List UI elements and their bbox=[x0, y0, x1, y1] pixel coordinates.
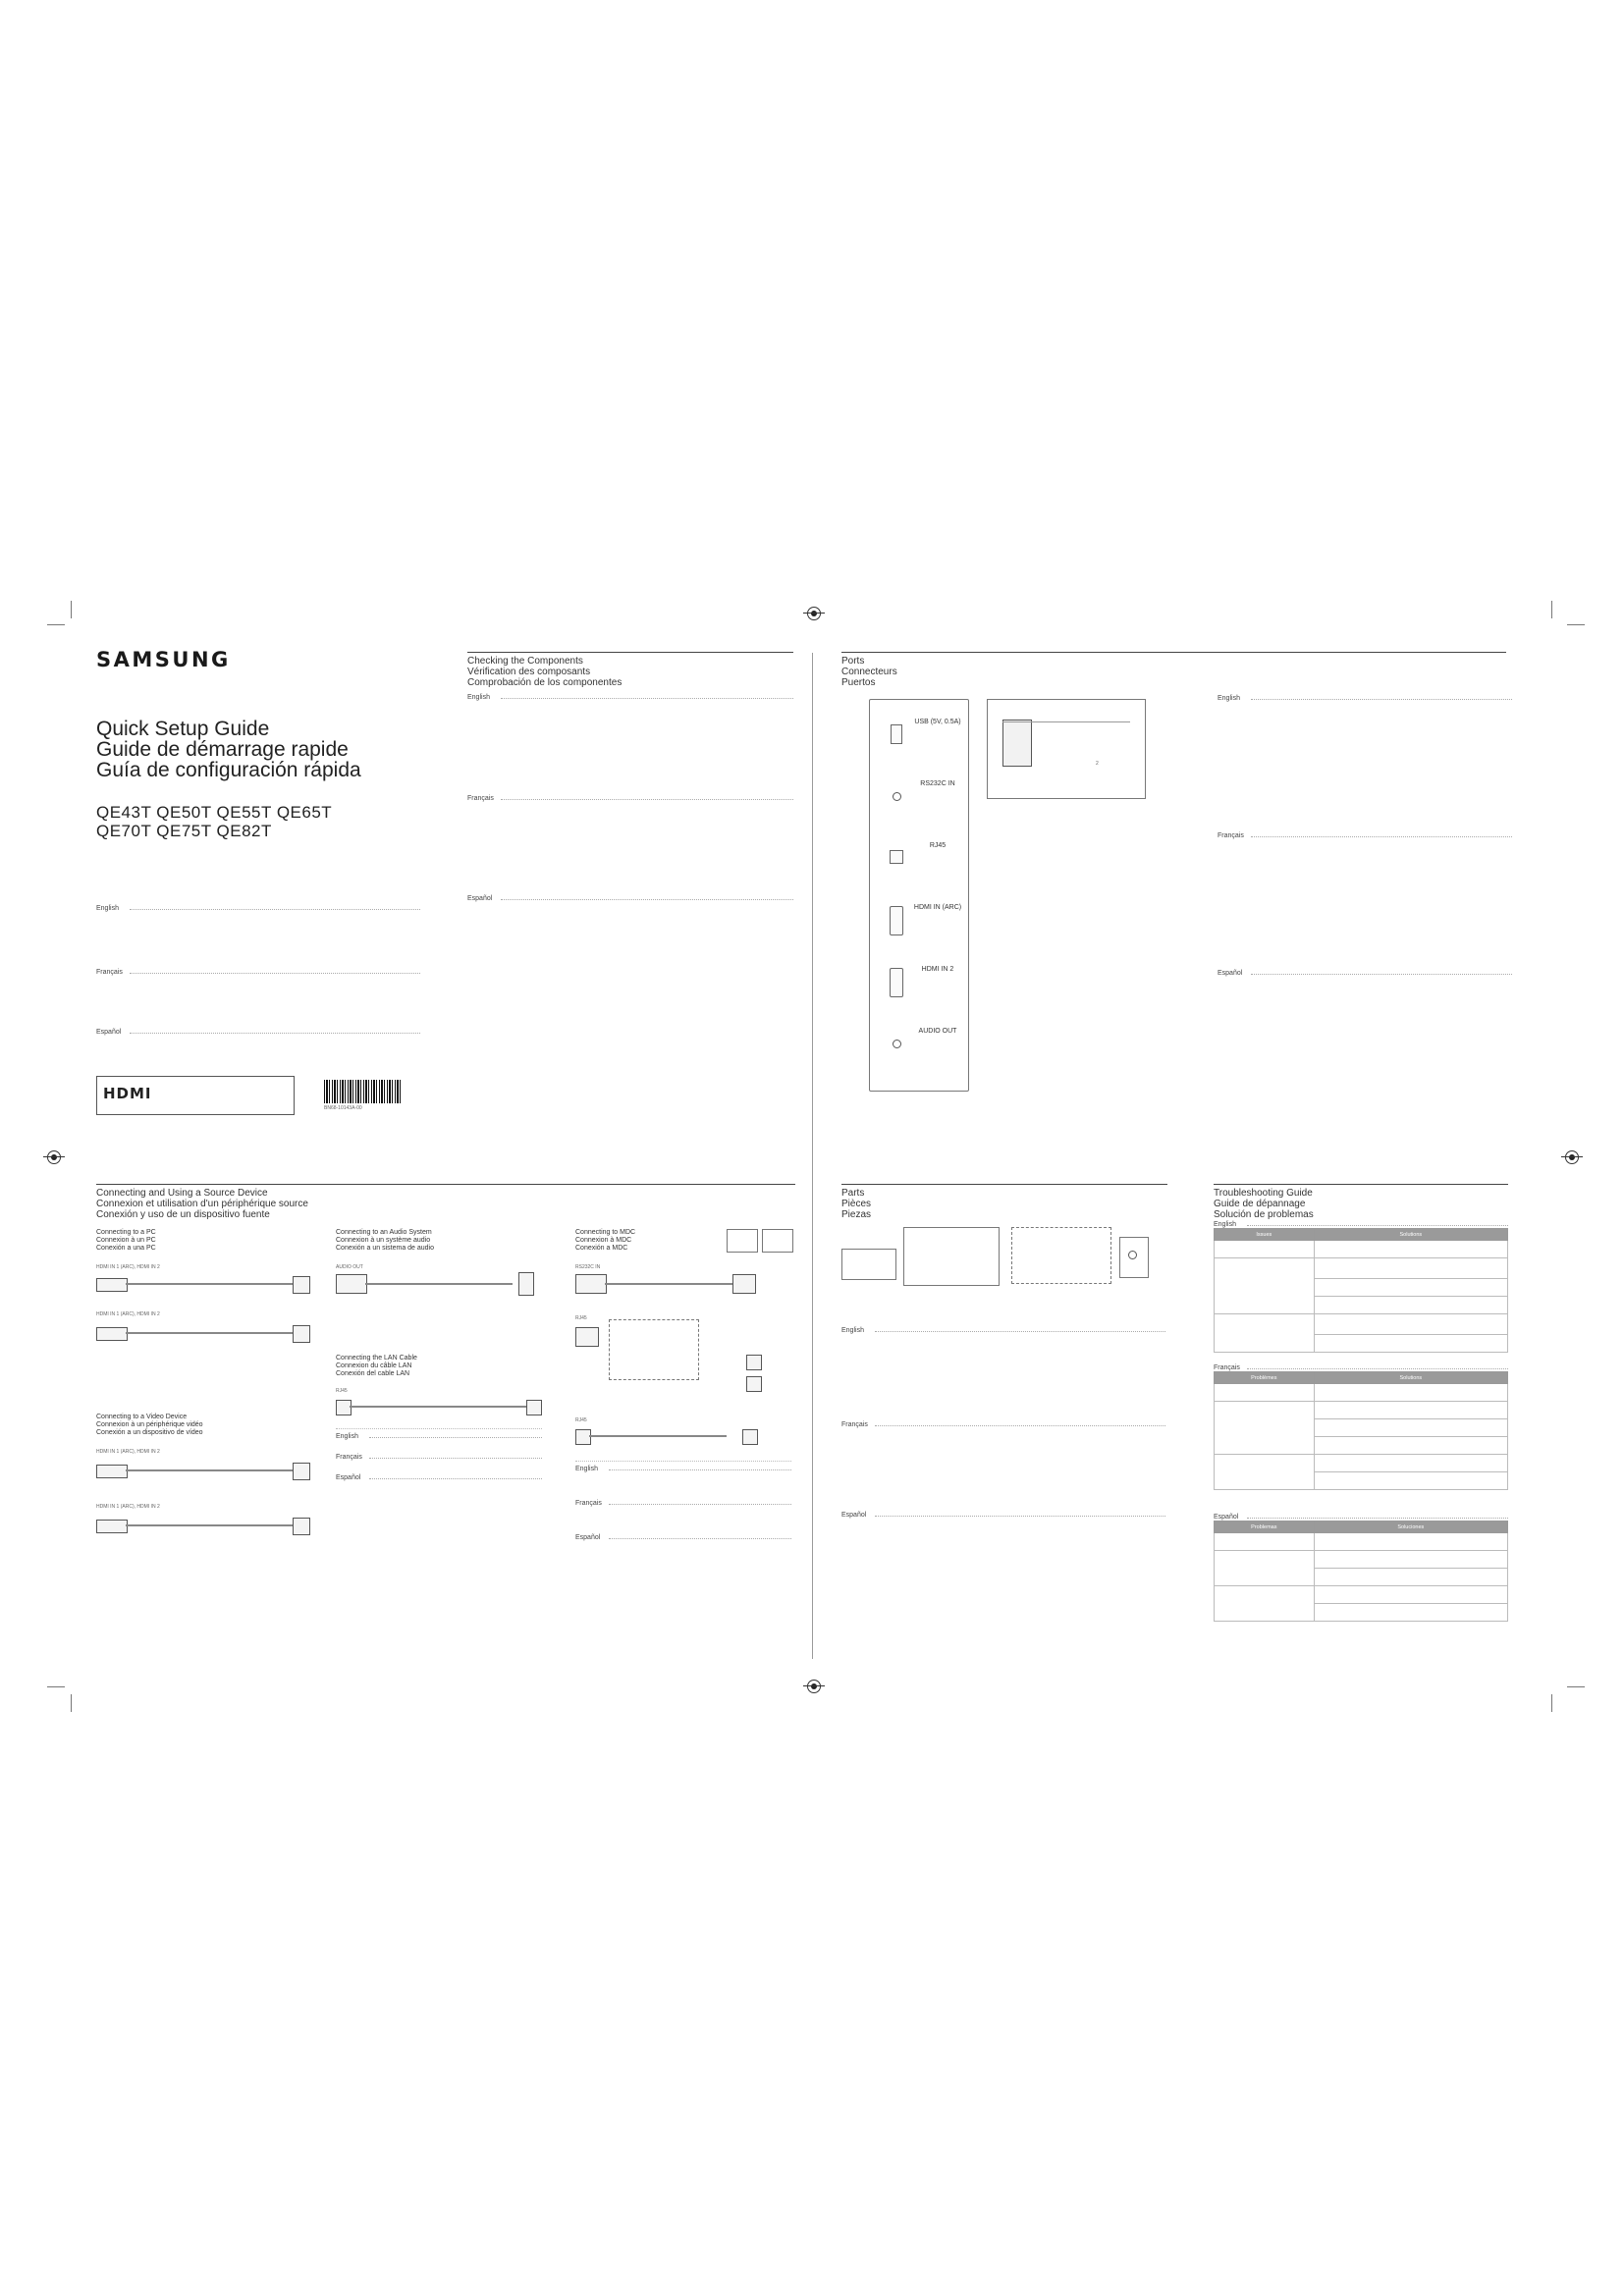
rs232c-jack-icon bbox=[893, 792, 901, 801]
port-label-usb: USB (5V, 0.5A) bbox=[914, 719, 961, 725]
mdc-title-fr: Connexion à MDC bbox=[575, 1237, 632, 1244]
crop-mark bbox=[1567, 1686, 1585, 1687]
hdmi-box bbox=[96, 1076, 295, 1115]
ports-titles bbox=[841, 656, 897, 688]
table-header: Solutions bbox=[1314, 1229, 1507, 1241]
troubleshooting-title-es: Solución de problemas bbox=[1214, 1209, 1314, 1220]
lan-cable bbox=[589, 1435, 727, 1437]
dotted-separator bbox=[336, 1428, 542, 1429]
components-fr-text bbox=[467, 802, 793, 867]
lan-block bbox=[336, 1355, 532, 1378]
pc-title-fr: Connexion à un PC bbox=[96, 1237, 156, 1244]
speaker-icon bbox=[518, 1272, 534, 1296]
section-rule bbox=[96, 1184, 795, 1185]
dvi-port-icon bbox=[293, 1325, 310, 1343]
section-rule bbox=[841, 652, 1506, 653]
port-label-rs232c: RS232C IN bbox=[920, 780, 955, 787]
mdc-title-es: Conexión a MDC bbox=[575, 1245, 628, 1252]
pc-title-es: Conexión a una PC bbox=[96, 1245, 156, 1252]
lang-heading: Français bbox=[841, 1421, 1165, 1428]
pc-icon bbox=[732, 1274, 756, 1294]
components-es-text bbox=[467, 902, 793, 969]
components-title-es: Comprobación de los componentes bbox=[467, 677, 623, 688]
hdmi-port-icon bbox=[96, 1465, 128, 1478]
lang-heading: Español bbox=[575, 1534, 791, 1541]
lang-heading: Français bbox=[1218, 832, 1512, 839]
mdc-rj45-label: RJ45 bbox=[575, 1315, 587, 1321]
barcode-number: BN68-10143A-00 bbox=[324, 1105, 362, 1111]
pc-hdmi-label-b: HDMI IN 1 (ARC), HDMI IN 2 bbox=[96, 1311, 160, 1317]
usb-detail-port bbox=[1002, 720, 1032, 767]
video-hdmi-label-a: HDMI IN 1 (ARC), HDMI IN 2 bbox=[96, 1449, 160, 1455]
ports-en bbox=[1218, 695, 1512, 753]
ports-title-es: Puertos bbox=[841, 677, 876, 688]
parts-es-text bbox=[841, 1519, 1165, 1581]
notes-fr bbox=[96, 976, 420, 1029]
lan-rj45-label: RJ45 bbox=[336, 1388, 348, 1394]
parts-title-en: Parts bbox=[841, 1188, 865, 1199]
components-en bbox=[467, 694, 793, 762]
audio-title-fr: Connexion à un système audio bbox=[336, 1237, 431, 1244]
registration-mark bbox=[47, 1150, 61, 1164]
power-socket-icon bbox=[1128, 1251, 1137, 1259]
port-label-hdmi2: HDMI IN 2 bbox=[921, 966, 954, 973]
port-row-usb bbox=[869, 709, 967, 768]
components-es bbox=[467, 895, 793, 969]
video-device-icon bbox=[293, 1463, 310, 1480]
cover-notes bbox=[96, 905, 420, 1085]
control-panel-detail bbox=[841, 1249, 896, 1280]
section-rule bbox=[841, 1184, 1167, 1185]
ports-es-text bbox=[1218, 977, 1512, 1036]
parts-title-es: Piezas bbox=[841, 1209, 872, 1220]
connect-title-fr: Connexion et utilisation d'un périphérique source bbox=[96, 1199, 308, 1209]
lang-heading: Español bbox=[1218, 970, 1512, 977]
components-title-en: Checking the Components bbox=[467, 656, 583, 667]
mdc-wiring-diagram bbox=[609, 1319, 699, 1380]
audio-title-en: Connecting to an Audio System bbox=[336, 1229, 432, 1236]
hdmi-port-icon bbox=[96, 1327, 128, 1341]
rj45-port-icon bbox=[336, 1400, 352, 1415]
connect-title-en: Connecting and Using a Source Device bbox=[96, 1188, 268, 1199]
video-title-fr: Connexion à un périphérique vidéo bbox=[96, 1421, 203, 1428]
hdmi-logo-text: HDMI bbox=[103, 1085, 152, 1102]
lang-heading: English bbox=[575, 1466, 791, 1472]
table-row bbox=[1215, 1455, 1508, 1472]
rj45-port-icon bbox=[746, 1355, 762, 1370]
hdmi-dvi-cable bbox=[126, 1332, 293, 1334]
audio-out-label: AUDIO OUT bbox=[336, 1264, 363, 1270]
usb-port-icon bbox=[891, 724, 902, 744]
port-row-audio bbox=[869, 1018, 967, 1077]
components-fr bbox=[467, 795, 793, 867]
model-line-2: QE70T QE75T QE82T bbox=[96, 822, 272, 840]
lan-title-fr: Connexion du câble LAN bbox=[336, 1362, 412, 1369]
rj45-port-icon bbox=[575, 1429, 591, 1445]
table-row bbox=[1215, 1314, 1508, 1335]
ports-fr-text bbox=[1218, 839, 1512, 898]
hdmi-logo bbox=[103, 1085, 158, 1104]
lang-heading: Français bbox=[575, 1500, 791, 1507]
cover-title-es: Guía de configuración rápida bbox=[96, 759, 361, 781]
mdc-thumb bbox=[762, 1229, 793, 1253]
parts-es bbox=[841, 1512, 1165, 1581]
video-block bbox=[96, 1414, 312, 1437]
table-header: Issues bbox=[1215, 1229, 1315, 1241]
registration-mark bbox=[807, 607, 821, 620]
pc-title-en: Connecting to a PC bbox=[96, 1229, 156, 1236]
pc-block bbox=[96, 1229, 312, 1253]
lang-heading: English bbox=[1214, 1221, 1508, 1228]
lan-text bbox=[336, 1433, 542, 1495]
hdmi-dvi-cable bbox=[126, 1524, 293, 1526]
lang-heading: English bbox=[841, 1327, 1165, 1334]
port-row-rj45 bbox=[869, 832, 967, 891]
hdmi-cable bbox=[126, 1283, 293, 1285]
tv-back-illustration bbox=[1011, 1227, 1111, 1284]
parts-titles bbox=[841, 1188, 871, 1220]
table-header: Problèmes bbox=[1215, 1372, 1315, 1384]
rj45-port-icon bbox=[746, 1376, 762, 1392]
barcode bbox=[324, 1080, 403, 1103]
lang-heading: Español bbox=[1214, 1514, 1508, 1521]
mdc-rj45-label-2: RJ45 bbox=[575, 1417, 587, 1423]
ports-es bbox=[1218, 970, 1512, 1036]
mdc-text-es bbox=[575, 1541, 791, 1569]
pc-hdmi-label-a: HDMI IN 1 (ARC), HDMI IN 2 bbox=[96, 1264, 160, 1270]
mdc-rs232c-label: RS232C IN bbox=[575, 1264, 601, 1270]
notes-en bbox=[96, 912, 420, 969]
components-en-text bbox=[467, 701, 793, 762]
rj45-port-icon bbox=[742, 1429, 758, 1445]
table-row bbox=[1215, 1241, 1508, 1258]
parts-fr bbox=[841, 1421, 1165, 1491]
lang-heading: Español bbox=[467, 895, 793, 902]
lan-cable bbox=[350, 1406, 526, 1408]
lang-heading: Español bbox=[841, 1512, 1165, 1519]
port-row-hdmi1 bbox=[869, 894, 967, 953]
lang-heading: English bbox=[96, 905, 420, 912]
connect-title-es: Conexión y uso de un dispositivo fuente bbox=[96, 1209, 270, 1220]
rs232c-cable bbox=[605, 1283, 732, 1285]
troubleshooting-en bbox=[1214, 1221, 1508, 1353]
hdmi-port-icon bbox=[96, 1278, 128, 1292]
troubleshooting-titles bbox=[1214, 1188, 1314, 1220]
lan-text-en bbox=[336, 1440, 542, 1454]
components-titles bbox=[467, 656, 622, 688]
troubleshooting-title-en: Troubleshooting Guide bbox=[1214, 1188, 1313, 1199]
hdmi-port-icon bbox=[96, 1520, 128, 1533]
table-header: Soluciones bbox=[1314, 1522, 1507, 1533]
parts-title-fr: Pièces bbox=[841, 1199, 872, 1209]
table-header: Problemas bbox=[1215, 1522, 1315, 1533]
video-title-en: Connecting to a Video Device bbox=[96, 1414, 188, 1420]
dotted-separator bbox=[575, 1461, 791, 1462]
lang-heading: Español bbox=[336, 1474, 542, 1481]
table-row bbox=[1215, 1384, 1508, 1402]
panel-divider bbox=[812, 653, 813, 1659]
audio-cable bbox=[365, 1283, 513, 1285]
cover-title-fr: Guide de démarrage rapide bbox=[96, 738, 349, 761]
cover-title-en: Quick Setup Guide bbox=[96, 718, 270, 740]
section-rule bbox=[467, 652, 793, 653]
table-header: Solutions bbox=[1314, 1372, 1507, 1384]
model-line-1: QE43T QE50T QE55T QE65T bbox=[96, 803, 333, 822]
lang-heading: Français bbox=[467, 795, 793, 802]
audio-title-es: Conexión a un sistema de audio bbox=[336, 1245, 435, 1252]
components-title-fr: Vérification des composants bbox=[467, 667, 591, 677]
video-title-es: Conexión a un dispositivo de vídeo bbox=[96, 1429, 203, 1436]
audio-jack-icon bbox=[893, 1040, 901, 1048]
crop-mark bbox=[1567, 624, 1585, 625]
audio-block bbox=[336, 1229, 532, 1253]
mdc-text-en bbox=[575, 1472, 791, 1500]
video-hdmi-label-b: HDMI IN 1 (ARC), HDMI IN 2 bbox=[96, 1504, 160, 1510]
troubleshooting-table-es bbox=[1214, 1521, 1508, 1622]
lang-heading: English bbox=[336, 1433, 542, 1440]
ports-title-fr: Connecteurs bbox=[841, 667, 897, 677]
lan-title-es: Conexión del cable LAN bbox=[336, 1370, 410, 1377]
port-label-hdmi1: HDMI IN (ARC) bbox=[913, 904, 962, 911]
troubleshooting-table-fr bbox=[1214, 1371, 1508, 1490]
crop-mark bbox=[71, 1694, 72, 1712]
mdc-block bbox=[575, 1229, 791, 1253]
rj45-port-icon bbox=[526, 1400, 542, 1415]
mdc-text-fr bbox=[575, 1507, 791, 1534]
port-label-rj45: RJ45 bbox=[929, 842, 947, 849]
lang-heading: English bbox=[1218, 695, 1512, 702]
cover-titles bbox=[96, 719, 361, 780]
troubleshooting-es bbox=[1214, 1514, 1508, 1622]
tv-front-illustration bbox=[903, 1227, 1000, 1286]
crop-mark bbox=[1551, 601, 1552, 618]
table-row bbox=[1215, 1551, 1508, 1569]
lang-heading: Français bbox=[336, 1454, 542, 1461]
usb-detail-box bbox=[987, 699, 1146, 799]
parts-en bbox=[841, 1327, 1165, 1397]
hdmi-port-icon bbox=[890, 968, 903, 997]
usb-detail-number: 2 bbox=[1096, 761, 1099, 767]
lang-heading: Français bbox=[96, 969, 420, 976]
registration-mark bbox=[807, 1680, 821, 1693]
lan-title-en: Connecting the LAN Cable bbox=[336, 1355, 417, 1362]
ports-en-text bbox=[1218, 702, 1512, 753]
lang-heading: English bbox=[467, 694, 793, 701]
troubleshooting-table-en bbox=[1214, 1228, 1508, 1353]
parts-en-text bbox=[841, 1334, 1165, 1397]
mdc-thumb bbox=[727, 1229, 758, 1253]
pc-icon bbox=[293, 1276, 310, 1294]
section-rule bbox=[1214, 1184, 1508, 1185]
model-list bbox=[96, 803, 332, 840]
port-row-hdmi2 bbox=[869, 956, 967, 1015]
registration-mark bbox=[1565, 1150, 1579, 1164]
parts-fr-text bbox=[841, 1428, 1165, 1491]
ports-fr bbox=[1218, 832, 1512, 898]
rs232c-port-icon bbox=[575, 1274, 607, 1294]
ports-title-en: Ports bbox=[841, 656, 865, 667]
usb-detail-line bbox=[1002, 721, 1130, 722]
port-row-rs232c bbox=[869, 771, 967, 829]
crop-mark bbox=[1551, 1694, 1552, 1712]
connect-titles bbox=[96, 1188, 308, 1220]
table-row bbox=[1215, 1402, 1508, 1419]
troubleshooting-fr bbox=[1214, 1364, 1508, 1490]
crop-mark bbox=[71, 601, 72, 618]
audio-out-port-icon bbox=[336, 1274, 367, 1294]
dvi-port-icon bbox=[293, 1518, 310, 1535]
hdmi-cable bbox=[126, 1469, 293, 1471]
lan-text-es bbox=[336, 1481, 542, 1495]
troubleshooting-title-fr: Guide de dépannage bbox=[1214, 1199, 1306, 1209]
lang-heading: Français bbox=[1214, 1364, 1508, 1371]
hdmi-port-icon bbox=[890, 906, 903, 935]
mdc-title-en: Connecting to MDC bbox=[575, 1229, 636, 1236]
table-row bbox=[1215, 1586, 1508, 1604]
crop-mark bbox=[47, 624, 65, 625]
lan-text-fr bbox=[336, 1461, 542, 1474]
samsung-logo: SAMSUNG bbox=[96, 648, 231, 671]
lang-heading: Español bbox=[96, 1029, 420, 1036]
rj45-port-icon bbox=[890, 850, 903, 864]
port-label-audio: AUDIO OUT bbox=[918, 1028, 957, 1035]
mdc-text bbox=[575, 1466, 791, 1569]
table-row bbox=[1215, 1258, 1508, 1279]
rj45-port-icon bbox=[575, 1327, 599, 1347]
crop-mark bbox=[47, 1686, 65, 1687]
table-row bbox=[1215, 1533, 1508, 1551]
